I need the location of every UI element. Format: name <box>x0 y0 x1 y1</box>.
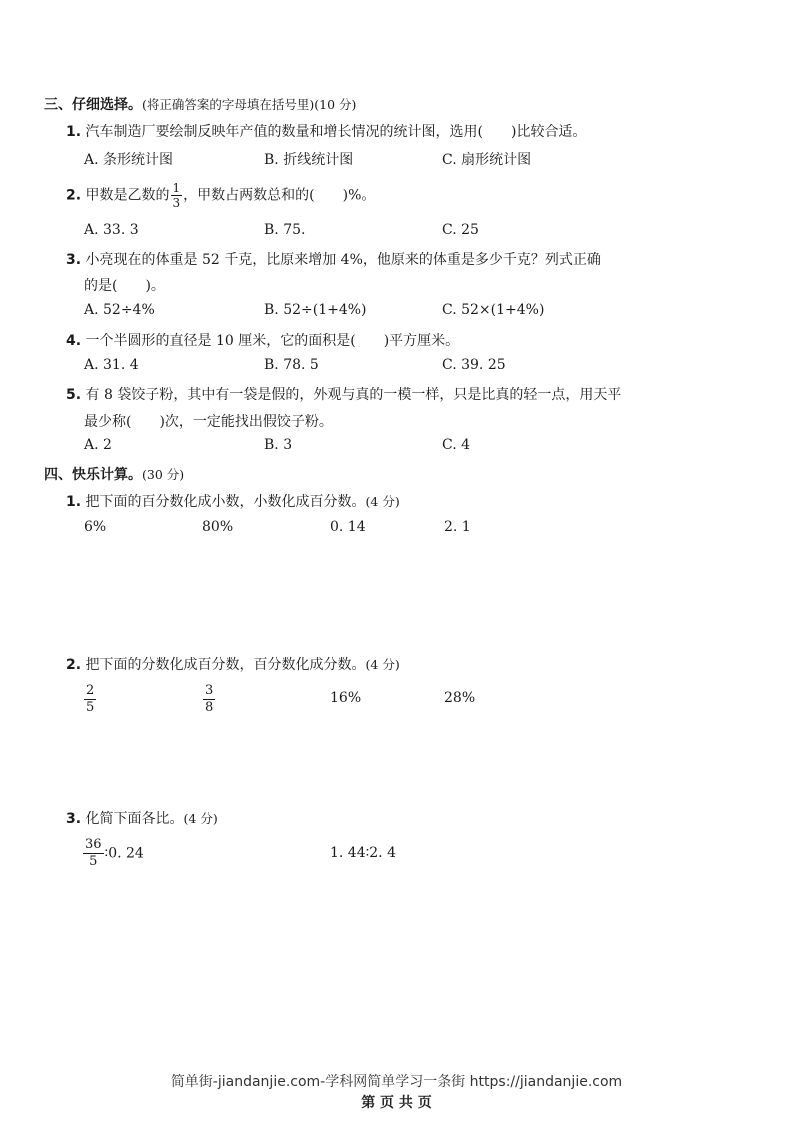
question-text: 化简下面各比。 <box>85 811 184 827</box>
question-text-line2: 的是( )。 <box>84 278 165 294</box>
question-text-post: ，甲数占两数总和的( )%。 <box>183 187 376 204</box>
question-number: 3. <box>66 811 82 827</box>
percent-item: 16% <box>330 690 362 706</box>
question-number: 1. <box>66 124 82 140</box>
calc-item: 2. 1 <box>444 519 471 535</box>
question-4-2 <box>66 654 400 674</box>
fraction-numerator: 36 <box>85 837 102 852</box>
page-number: 第 页 共 页 <box>361 1095 432 1111</box>
calc-item: 0. 14 <box>330 519 366 535</box>
option-a: A. 52÷4% <box>84 302 155 318</box>
option-b: B. 52÷(1+4%) <box>264 302 367 318</box>
option-c: C. 25 <box>442 222 479 238</box>
fraction <box>83 837 104 870</box>
ratio-item: 1. 44∶2. 4 <box>330 845 396 861</box>
fraction <box>171 181 183 210</box>
question-4-1 <box>66 491 400 511</box>
footer-source: 简单街-jiandanjie.com-学科网简单学习一条街 https://jiandanjie.com <box>170 1074 623 1090</box>
question-number: 3. <box>66 252 82 268</box>
question-number: 2. <box>66 187 82 204</box>
fraction-denominator: 5 <box>89 854 98 869</box>
calc-item: 6% <box>84 519 107 535</box>
question-text-line1: 小亮现在的体重是 52 千克，比原来增加 4%，他原来的体重是多少千克？列式正确 <box>85 252 601 268</box>
option-b: B. 折线统计图 <box>264 152 354 168</box>
option-b: B. 78. 5 <box>264 357 319 373</box>
question-text-line1: 有 8 袋饺子粉，其中有一袋是假的，外观与真的一模一样，只是比真的轻一点，用天平 <box>85 387 622 403</box>
question-score: (4 分) <box>365 494 400 509</box>
section-3-score: (10 分) <box>314 97 357 112</box>
question-text: 把下面的百分数化成小数，小数化成百分数。 <box>85 494 366 510</box>
question-score: (4 分) <box>183 811 218 826</box>
section-4-title: 四、快乐计算。 <box>44 467 142 483</box>
fraction-numerator: 2 <box>86 683 95 698</box>
ratio-item <box>82 837 144 870</box>
fraction <box>84 683 96 716</box>
fraction-item <box>83 683 97 716</box>
question-3-1 <box>66 121 586 141</box>
option-b: B. 75. <box>264 222 306 238</box>
option-c: C. 52×(1+4%) <box>442 302 545 318</box>
fraction-denominator: 3 <box>172 196 181 210</box>
question-text: 汽车制造厂要绘制反映年产值的数量和增长情况的统计图，选用( )比较合适。 <box>85 124 587 140</box>
option-a: A. 条形统计图 <box>84 152 174 168</box>
section-3-title: 三、仔细选择。 <box>44 97 142 113</box>
section-3-heading <box>44 94 356 114</box>
fraction-numerator: 3 <box>205 683 214 698</box>
question-number: 1. <box>66 494 82 510</box>
section-4-score: (30 分) <box>142 467 185 482</box>
option-a: A. 33. 3 <box>84 222 139 238</box>
question-3-4 <box>66 330 459 350</box>
option-c: C. 4 <box>442 437 471 453</box>
fraction-item <box>202 683 216 716</box>
question-number: 5. <box>66 387 82 403</box>
fraction-denominator: 8 <box>205 700 214 715</box>
section-3-hint: (将正确答案的字母填在括号里) <box>142 97 315 112</box>
question-text: 一个半圆形的直径是 10 厘米，它的面积是( )平方厘米。 <box>85 333 460 349</box>
question-text-line2: 最少称( )次，一定能找出假饺子粉。 <box>84 414 333 430</box>
question-4-3 <box>66 808 218 828</box>
section-4-heading <box>44 464 184 484</box>
question-text: 把下面的分数化成百分数，百分数化成分数。 <box>85 657 366 673</box>
question-number: 4. <box>66 333 82 349</box>
option-b: B. 3 <box>264 437 293 453</box>
option-c: C. 39. 25 <box>442 357 506 373</box>
option-a: A. 2 <box>84 437 112 453</box>
question-3-5 <box>66 384 621 404</box>
question-3-3 <box>66 249 601 269</box>
fraction <box>203 683 215 716</box>
fraction-denominator: 5 <box>86 700 95 715</box>
option-a: A. 31. 4 <box>84 357 139 373</box>
question-text-pre: 甲数是乙数的 <box>85 187 170 204</box>
question-3-2 <box>66 181 375 210</box>
question-score: (4 分) <box>365 657 400 672</box>
ratio-rest: ∶0. 24 <box>104 845 144 862</box>
question-number: 2. <box>66 657 82 673</box>
fraction-numerator: 1 <box>172 181 181 195</box>
calc-item: 80% <box>202 519 234 535</box>
option-c: C. 扇形统计图 <box>442 152 532 168</box>
percent-item: 28% <box>444 690 476 706</box>
